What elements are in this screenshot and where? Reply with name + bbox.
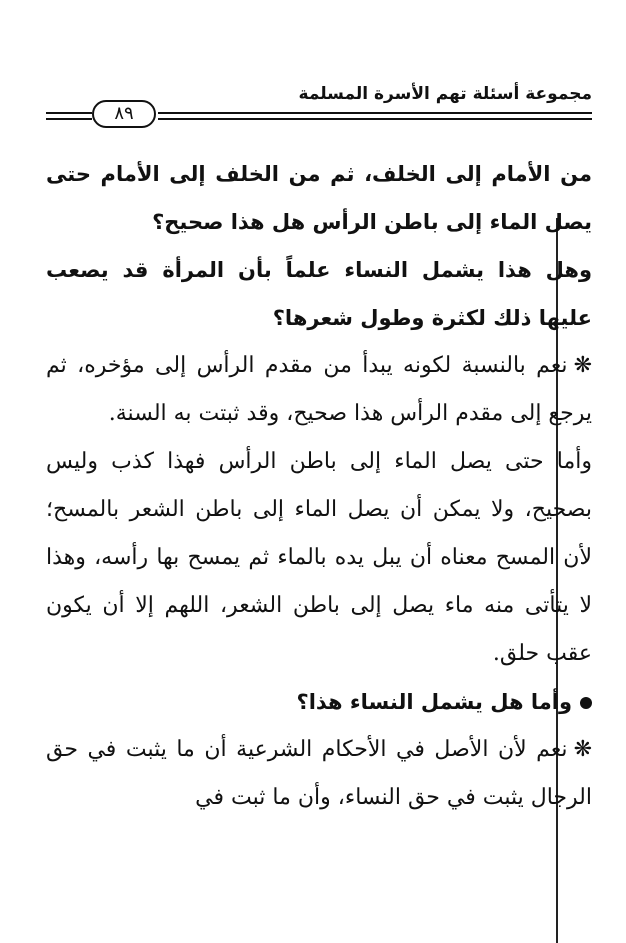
answer-marker-icon: ❋ xyxy=(573,353,592,378)
bullet-question-text: وأما هل يشمل النساء هذا؟ xyxy=(296,690,572,714)
answer-text: نعم بالنسبة لكونه يبدأ من مقدم الرأس إلى مؤخره، ثم يرجع إلى مقدم الرأس هذا صحيح، وقد ثبتت به السنة. xyxy=(46,353,592,426)
book-title: مجموعة أسئلة تهم الأسرة المسلمة xyxy=(298,84,592,104)
answer-marker-icon: ❋ xyxy=(573,737,592,762)
answer-paragraph xyxy=(46,342,592,438)
answer-paragraph xyxy=(46,726,592,822)
header-rule-right xyxy=(158,112,592,120)
bullet-question-paragraph xyxy=(46,678,592,726)
page-body xyxy=(46,150,592,822)
bullet-icon xyxy=(580,697,592,709)
question-paragraph: وهل هذا يشمل النساء علماً بأن المرأة قد يصعب عليها ذلك لكثرة وطول شعرها؟ xyxy=(46,258,592,330)
header-rule-left xyxy=(46,112,92,120)
answer-text: نعم لأن الأصل في الأحكام الشرعية أن ما يثبت في حق الرجال يثبت في حق النساء، وأن ما ثبت في xyxy=(46,737,592,810)
question-paragraph: من الأمام إلى الخلف، ثم من الخلف إلى الأمام حتى يصل الماء إلى باطن الرأس هل هذا صحيح؟ xyxy=(46,162,592,234)
page-number: ٨٩ xyxy=(92,100,156,128)
body-paragraph: وأما حتى يصل الماء إلى باطن الرأس فهذا كذب وليس بصحيح، ولا يمكن أن يصل الماء إلى باطن الشعر بالمسح؛ لأن المسح معناه أن يبل يده بالماء ثم يمسح بها رأسه، وهذا لا يتأتى منه ماء يصل إلى باطن الشعر، اللهم إلا أن يكون عقب حلق. xyxy=(46,449,592,666)
